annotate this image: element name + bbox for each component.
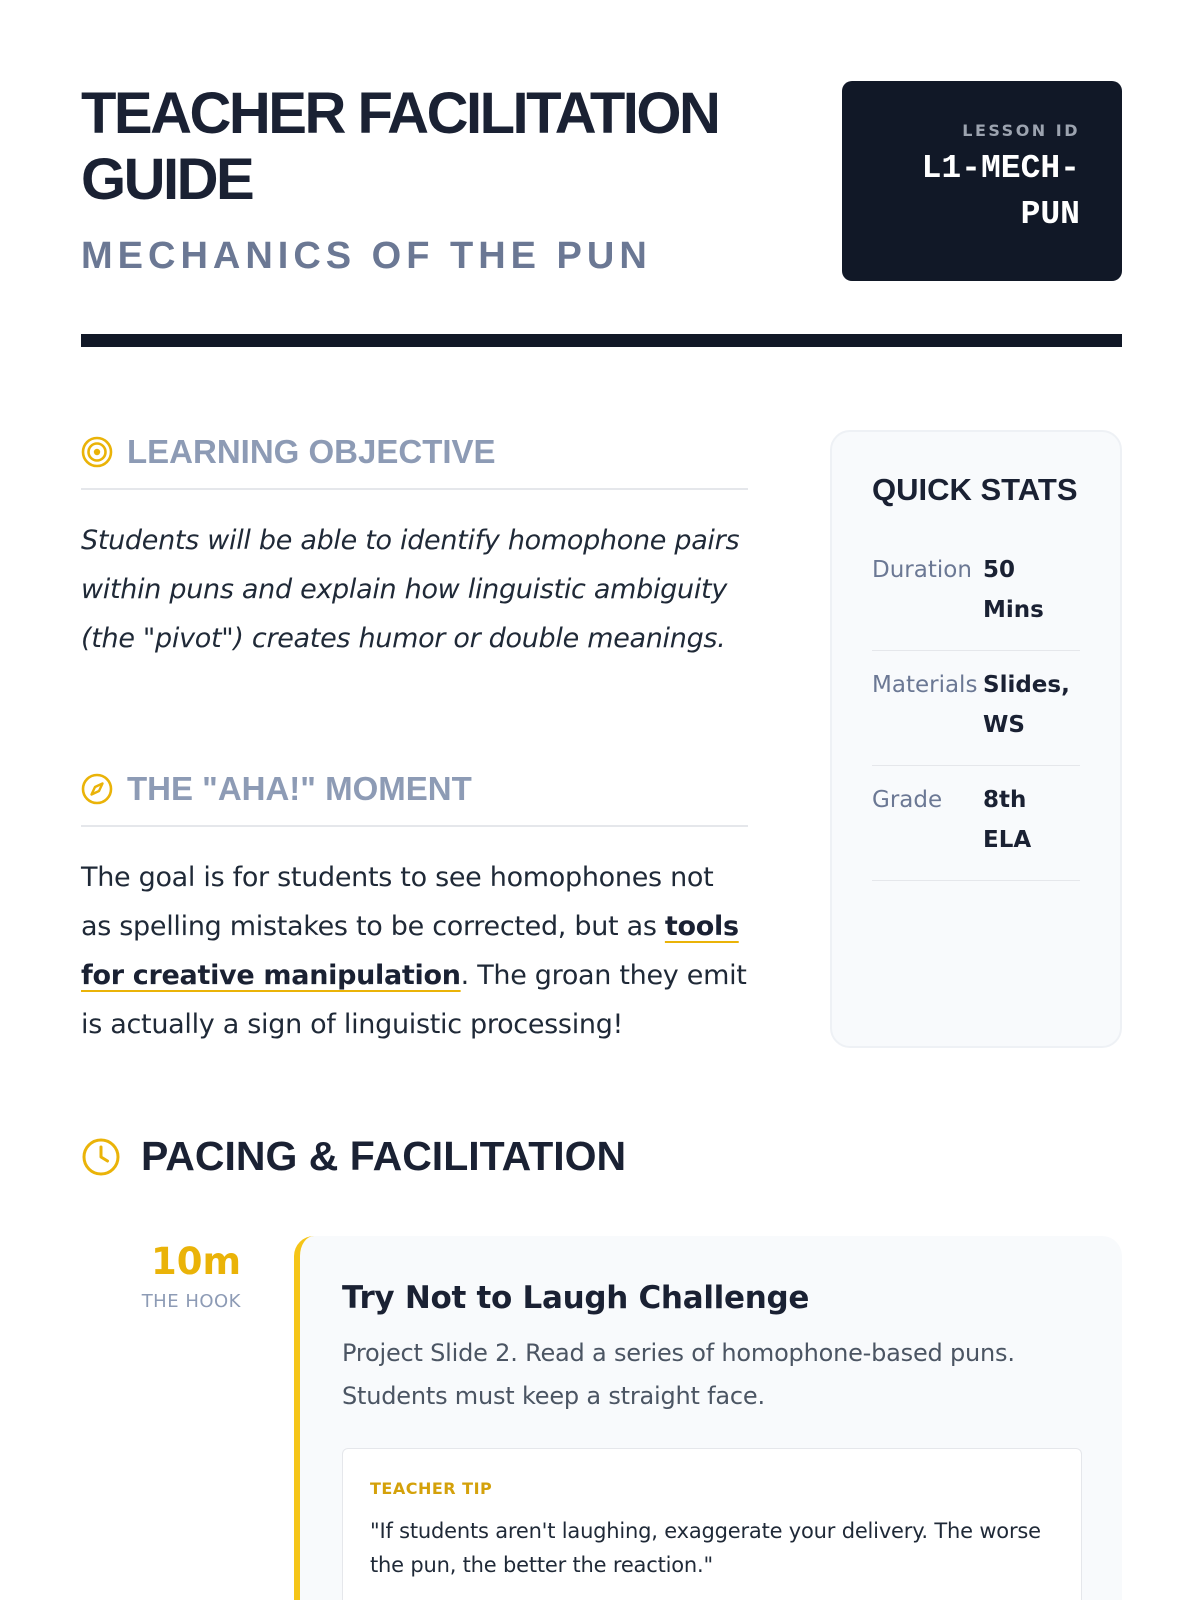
- stat-value: Slides, WS: [983, 672, 1070, 738]
- stat-key: Grade: [872, 787, 943, 813]
- header-divider: [81, 334, 1122, 347]
- aha-moment-heading: [81, 764, 748, 827]
- stat-value: 50 Mins: [983, 557, 1044, 623]
- compass-icon: [81, 773, 113, 805]
- aha-text-tail: . The groan they emit is actually a sign of linguistic processing!: [81, 960, 747, 1040]
- lesson-id-label: LESSON ID: [962, 121, 1080, 140]
- phase-card: [294, 1236, 1122, 1600]
- page-title: TEACHER FACILITATION GUIDE: [81, 81, 719, 212]
- target-icon: [81, 436, 113, 468]
- page-header: [81, 81, 1122, 281]
- aha-highlight: tools for creative manipulation: [81, 911, 739, 991]
- quick-stats-panel: [830, 430, 1122, 1048]
- lesson-id-box: [842, 81, 1122, 281]
- stat-key: Duration: [872, 557, 972, 583]
- clock-icon: [81, 1137, 121, 1177]
- aha-text-lead: The goal is for students to see homophones not as spelling mistakes to be corrected, but as: [81, 862, 714, 942]
- aha-moment-label: THE "AHA!" MOMENT: [127, 769, 472, 807]
- stat-value: 8th ELA: [983, 787, 1032, 853]
- teacher-tip-text: "If students aren't laughing, exaggerate your delivery. The worse the pun, the better the reaction.": [370, 1519, 1041, 1577]
- pacing-label: PACING & FACILITATION: [141, 1133, 627, 1179]
- phase-description: Project Slide 2. Read a series of homophone-based puns. Students must keep a straight face.: [342, 1339, 1015, 1410]
- stat-row-materials: [872, 651, 1080, 766]
- phase-duration: 10m: [150, 1240, 241, 1283]
- phase-title: Try Not to Laugh Challenge: [342, 1280, 810, 1316]
- phase-time-block: [120, 1240, 241, 1312]
- quick-stats-title: QUICK STATS: [872, 472, 1078, 507]
- learning-objective-text: Students will be able to identify homophone pairs within puns and explain how linguistic ambiguity (the "pivot") creates humor or double meanings.: [81, 525, 740, 654]
- learning-objective-label: LEARNING OBJECTIVE: [127, 432, 496, 470]
- stat-row-duration: [872, 536, 1080, 651]
- pacing-heading: [81, 1133, 626, 1180]
- teacher-tip-box: [342, 1448, 1082, 1600]
- lesson-id-value: L1-MECH-PUN: [921, 150, 1080, 233]
- stat-row-grade: [872, 766, 1080, 881]
- aha-moment-text: [81, 853, 748, 1049]
- learning-objective-heading: [81, 427, 748, 490]
- page-subtitle: MECHANICS OF THE PUN: [81, 235, 652, 277]
- phase-name: THE HOOK: [141, 1291, 241, 1312]
- teacher-tip-label: TEACHER TIP: [370, 1479, 493, 1498]
- stat-key: Materials: [872, 672, 978, 698]
